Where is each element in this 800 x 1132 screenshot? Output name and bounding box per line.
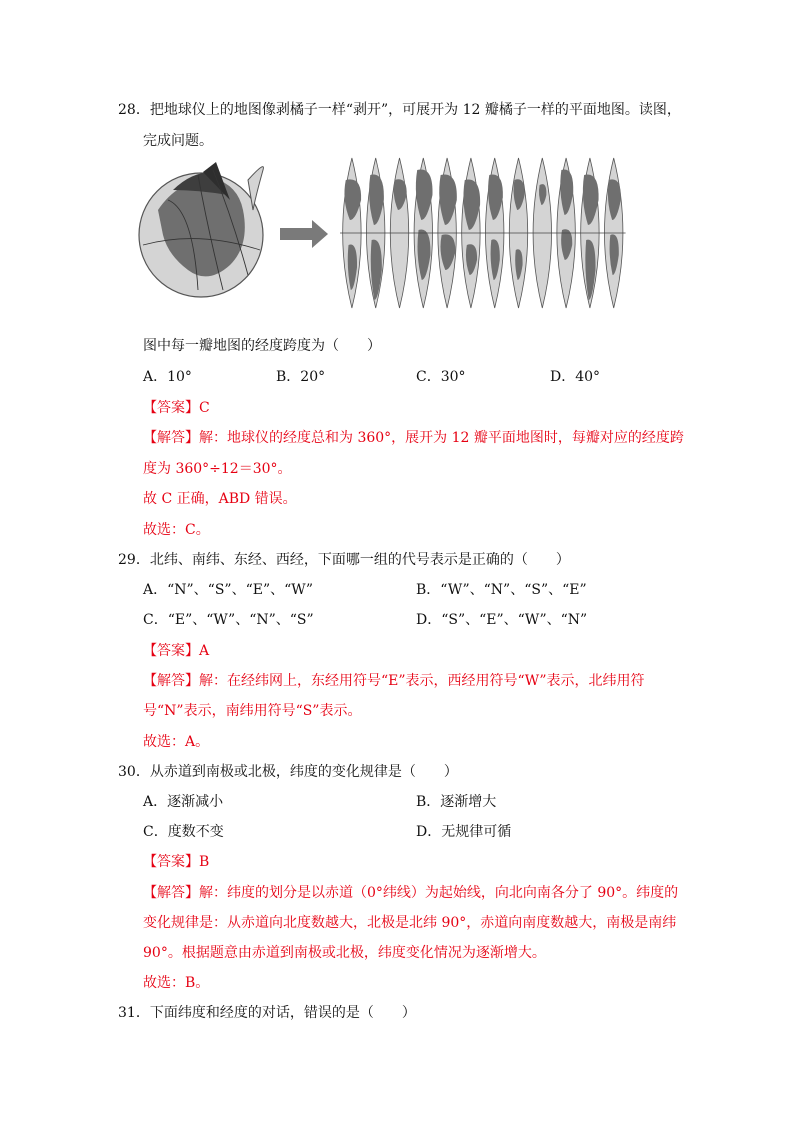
- q28-stem-line2: 完成问题。: [143, 133, 213, 149]
- q30-stem: 30．从赤道到南极或北极，纬度的变化规律是（ ）: [118, 764, 458, 780]
- q28-option-d: D．40°: [550, 369, 601, 385]
- q30-answer: 【答案】B: [143, 854, 210, 870]
- q28-option-a: A．10°: [143, 369, 192, 385]
- q30-option-c: C．度数不变: [143, 824, 224, 840]
- q29-stem: 29．北纬、南纬、东经、西经，下面哪一组的代号表示是正确的（ ）: [118, 552, 570, 568]
- q29-analysis-line2: 号“N”表示，南纬用符号“S”表示。: [143, 703, 362, 719]
- q28-answer: 【答案】C: [143, 400, 210, 416]
- q29-choose: 故选：A。: [143, 734, 210, 750]
- q30-option-d: D．无规律可循: [416, 824, 512, 840]
- q30-analysis-line3: 90°。根据题意由赤道到南极或北极，纬度变化情况为逐渐增大。: [143, 945, 546, 961]
- q28-analysis-line1: 【解答】解：地球仪的经度总和为 360°，展开为 12 瓣平面地图时，每瓣对应的经度跨: [143, 430, 684, 446]
- q29-answer: 【答案】A: [143, 643, 210, 659]
- q29-option-c: C．“E”、“W”、“N”、“S”: [143, 612, 314, 628]
- q28-sub-question: 图中每一瓣地图的经度跨度为（ ）: [143, 338, 381, 354]
- q28-analysis-line3: 故 C 正确，ABD 错误。: [143, 491, 297, 507]
- q31-stem: 31．下面纬度和经度的对话，错误的是（ ）: [118, 1005, 416, 1021]
- q28-analysis-line2: 度为 360°÷12＝30°。: [143, 461, 292, 477]
- q28-choose: 故选：C。: [143, 522, 210, 538]
- q30-choose: 故选：B。: [143, 975, 210, 991]
- globe-icon: [139, 162, 263, 297]
- globe-to-gores-figure: [138, 150, 628, 320]
- q28-stem-line1: 28．把地球仪上的地图像剥橘子一样“剥开”，可展开为 12 瓣橘子一样的平面地图。读图，: [118, 102, 681, 118]
- arrow-icon: [280, 220, 328, 248]
- q28-option-b: B．20°: [276, 369, 326, 385]
- q29-option-d: D．“S”、“E”、“W”、“N”: [416, 612, 588, 628]
- q29-option-a: A．“N”、“S”、“E”、“W”: [143, 582, 314, 598]
- q28-option-c: C．30°: [416, 369, 466, 385]
- q30-analysis-line1: 【解答】解：纬度的划分是以赤道（0°纬线）为起始线，向北向南各分了 90°。纬度的: [143, 885, 679, 901]
- q30-option-b: B．逐渐增大: [416, 794, 497, 810]
- gores-map: [340, 158, 626, 308]
- q30-option-a: A．逐渐减小: [143, 794, 224, 810]
- q30-analysis-line2: 变化规律是：从赤道向北度数越大，北极是北纬 90°，赤道向南度数越大，南极是南纬: [143, 915, 677, 931]
- q29-option-b: B．“W”、“N”、“S”、“E”: [416, 582, 587, 598]
- q29-analysis-line1: 【解答】解：在经纬网上，东经用符号“E”表示，西经用符号“W”表示，北纬用符: [143, 673, 645, 689]
